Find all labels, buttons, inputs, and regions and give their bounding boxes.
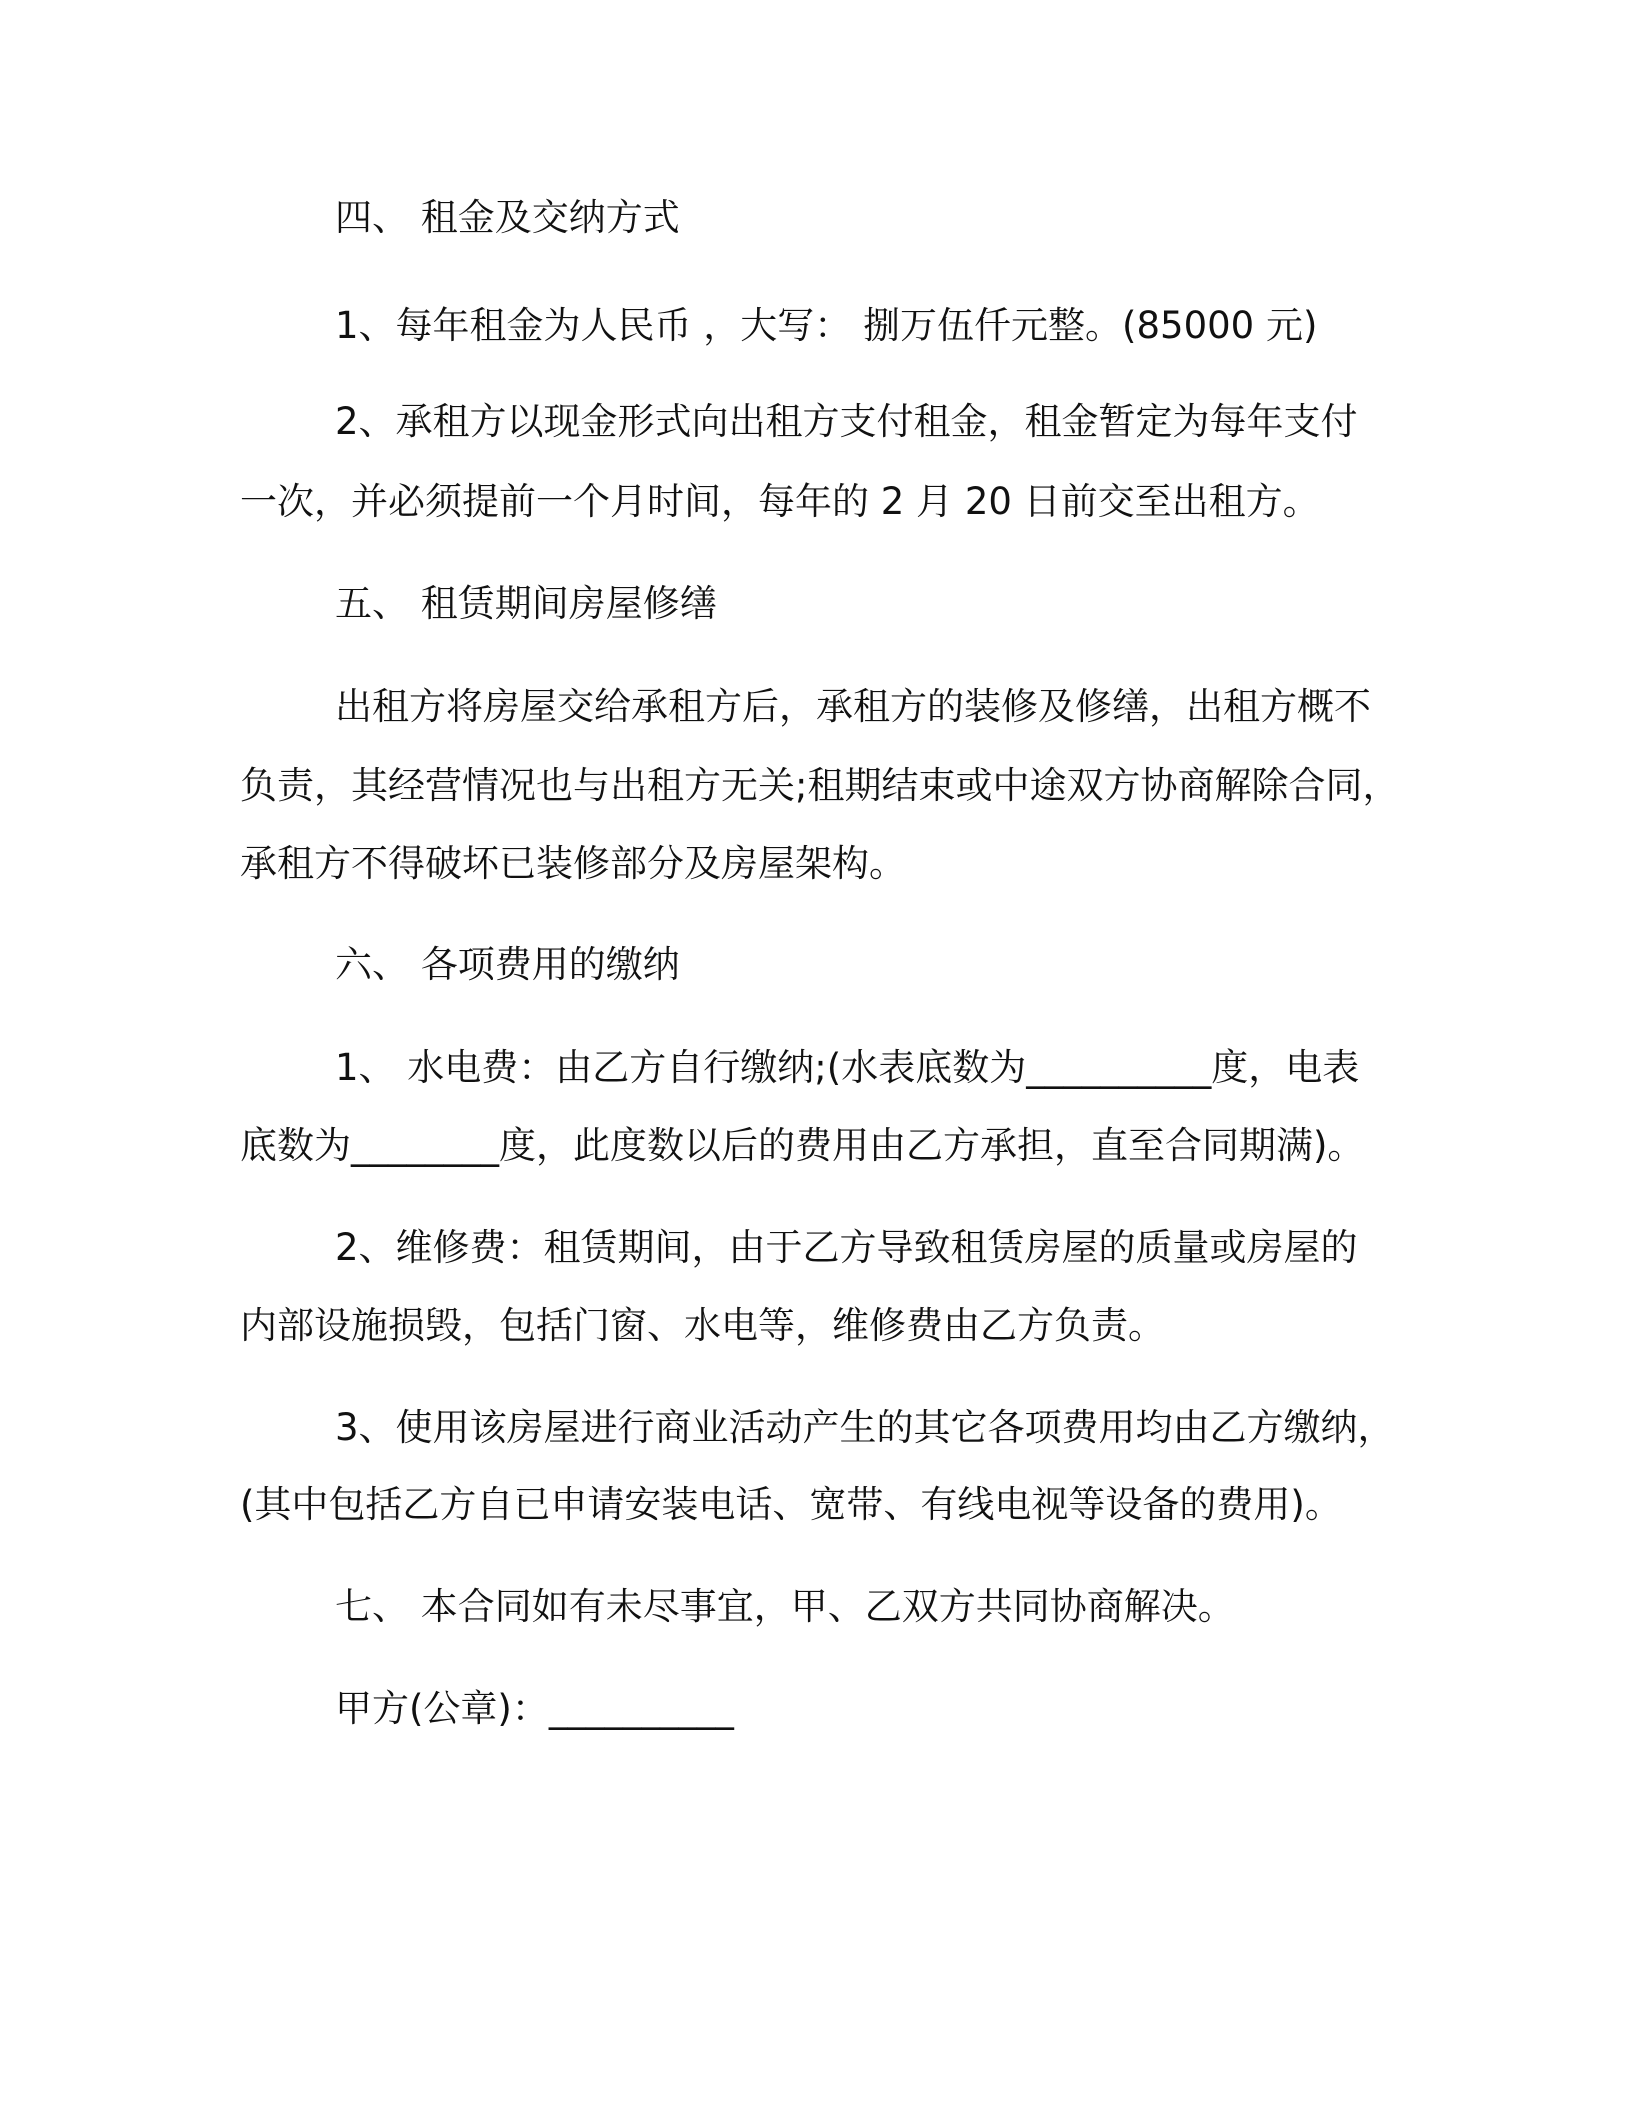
paragraph-repairs-cont-2: 承租方不得破坏已装修部分及房屋架构。 <box>240 842 906 885</box>
section-heading-unresolved-matters: 七、 本合同如有未尽事宜，甲、乙双方共同协商解决。 <box>335 1585 1235 1628</box>
section-heading-rent-payment: 四、 租金及交纳方式 <box>335 196 680 239</box>
party-a-seal-line: 甲方(公章)：__________ <box>335 1687 734 1730</box>
clause-maintenance-fees: 2、维修费：租赁期间，由于乙方导致租赁房屋的质量或房屋的 <box>335 1226 1358 1269</box>
paragraph-repairs: 出租方将房屋交给承租方后，承租方的装修及修缮，出租方概不 <box>335 685 1371 728</box>
clause-maintenance-fees-cont: 内部设施损毁，包括门窗、水电等，维修费由乙方负责。 <box>240 1304 1165 1347</box>
clause-annual-rent: 1、每年租金为人民币 ，大写： 捌万伍仟元整。(85000 元) <box>335 304 1318 347</box>
clause-payment-method-cont: 一次，并必须提前一个月时间，每年的 2 月 20 日前交至出租方。 <box>240 480 1320 523</box>
clause-utility-fees: 1、 水电费：由乙方自行缴纳;(水表底数为__________度，电表 <box>335 1046 1360 1089</box>
clause-other-fees: 3、使用该房屋进行商业活动产生的其它各项费用均由乙方缴纳， <box>335 1406 1395 1449</box>
paragraph-repairs-cont-1: 负责，其经营情况也与出租方无关;租期结束或中途双方协商解除合同， <box>240 764 1400 807</box>
clause-payment-method: 2、承租方以现金形式向出租方支付租金，租金暂定为每年支付 <box>335 400 1358 443</box>
section-heading-fees: 六、 各项费用的缴纳 <box>335 943 680 986</box>
clause-other-fees-cont: (其中包括乙方自已申请安装电话、宽带、有线电视等设备的费用)。 <box>240 1483 1342 1526</box>
section-heading-repairs: 五、 租赁期间房屋修缮 <box>335 582 717 625</box>
clause-utility-fees-cont: 底数为________度，此度数以后的费用由乙方承担，直至合同期满)。 <box>240 1124 1365 1167</box>
